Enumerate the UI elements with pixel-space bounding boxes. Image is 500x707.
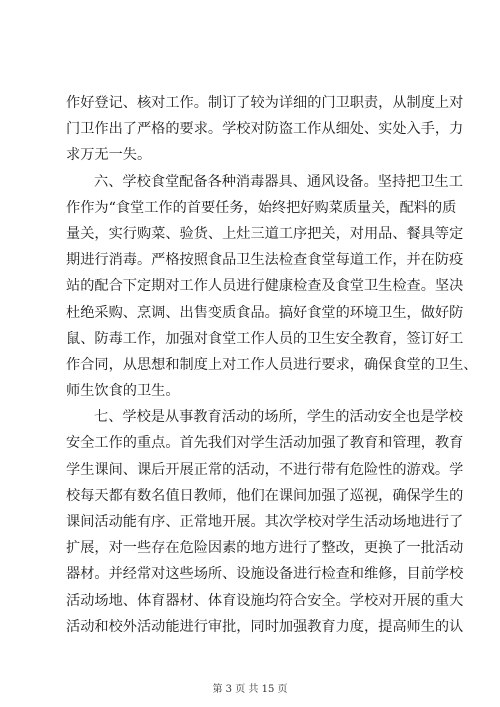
text-line: 安全工作的重点。首先我们对学生活动加强了教育和管理，教育: [66, 435, 464, 452]
text-line: 活动场地、体育器材、体育设施均符合安全。学校对开展的重大: [66, 592, 464, 609]
text-line: 量关，实行购菜、验货、上灶三道工序把关，对用品、餐具等定: [66, 225, 464, 242]
text-line: 器材。并经常对这些场所、设施设备进行检查和维修，目前学校: [66, 566, 464, 583]
text-line: 扩展，对一些存在危险因素的地方进行了整改，更换了一批活动: [66, 540, 464, 557]
text-line: 期进行消毒。严格按照食品卫生法检查食堂每道工作，并在防疫: [66, 252, 464, 269]
text-line: 作好登记、核对工作。制订了较为详细的门卫职责，从制度上对: [66, 95, 464, 111]
text-line: 门卫作出了严格的要求。学校对防盗工作从细处、实处入手，力: [66, 121, 464, 138]
text-line: 学生课间、课后开展正常的活动，不进行带有危险性的游戏。学: [66, 461, 464, 478]
text-line: 校每天都有数名值日教师，他们在课间加强了巡视，确保学生的: [66, 487, 464, 504]
text-line: 杜绝采购、烹调、出售变质食品。搞好食堂的环境卫生，做好防: [66, 304, 464, 321]
page-footer: 第 3 页 共 15 页: [212, 684, 288, 695]
text-line: 鼠、防毒工作，加强对食堂工作人员的卫生安全教育，签订好工: [66, 330, 464, 347]
text-line: 站的配合下定期对工作人员进行健康检查及食堂卫生检查。坚决: [66, 278, 464, 295]
text-line: 作合同，从思想和制度上对工作人员进行要求，确保食堂的卫生、: [66, 356, 478, 373]
text-line: 活动和校外活动能进行审批，同时加强教育力度，提高师生的认: [66, 618, 464, 635]
text-line: 七、学校是从事教育活动的场所，学生的活动安全也是学校: [94, 409, 463, 426]
document-body: [66, 90, 478, 640]
text-line: 师生饮食的卫生。: [66, 383, 180, 400]
text-line: 课间活动能有序、正常地开展。其次学校对学生活动场地进行了: [66, 514, 464, 530]
text-line: 作作为“食堂工作的首要任务，始终把好购菜质量关，配料的质: [66, 199, 457, 216]
text-line: 六、学校食堂配备各种消毒器具、通风设备。坚持把卫生工: [94, 173, 463, 190]
text-line: 求万无一失。: [66, 147, 152, 164]
